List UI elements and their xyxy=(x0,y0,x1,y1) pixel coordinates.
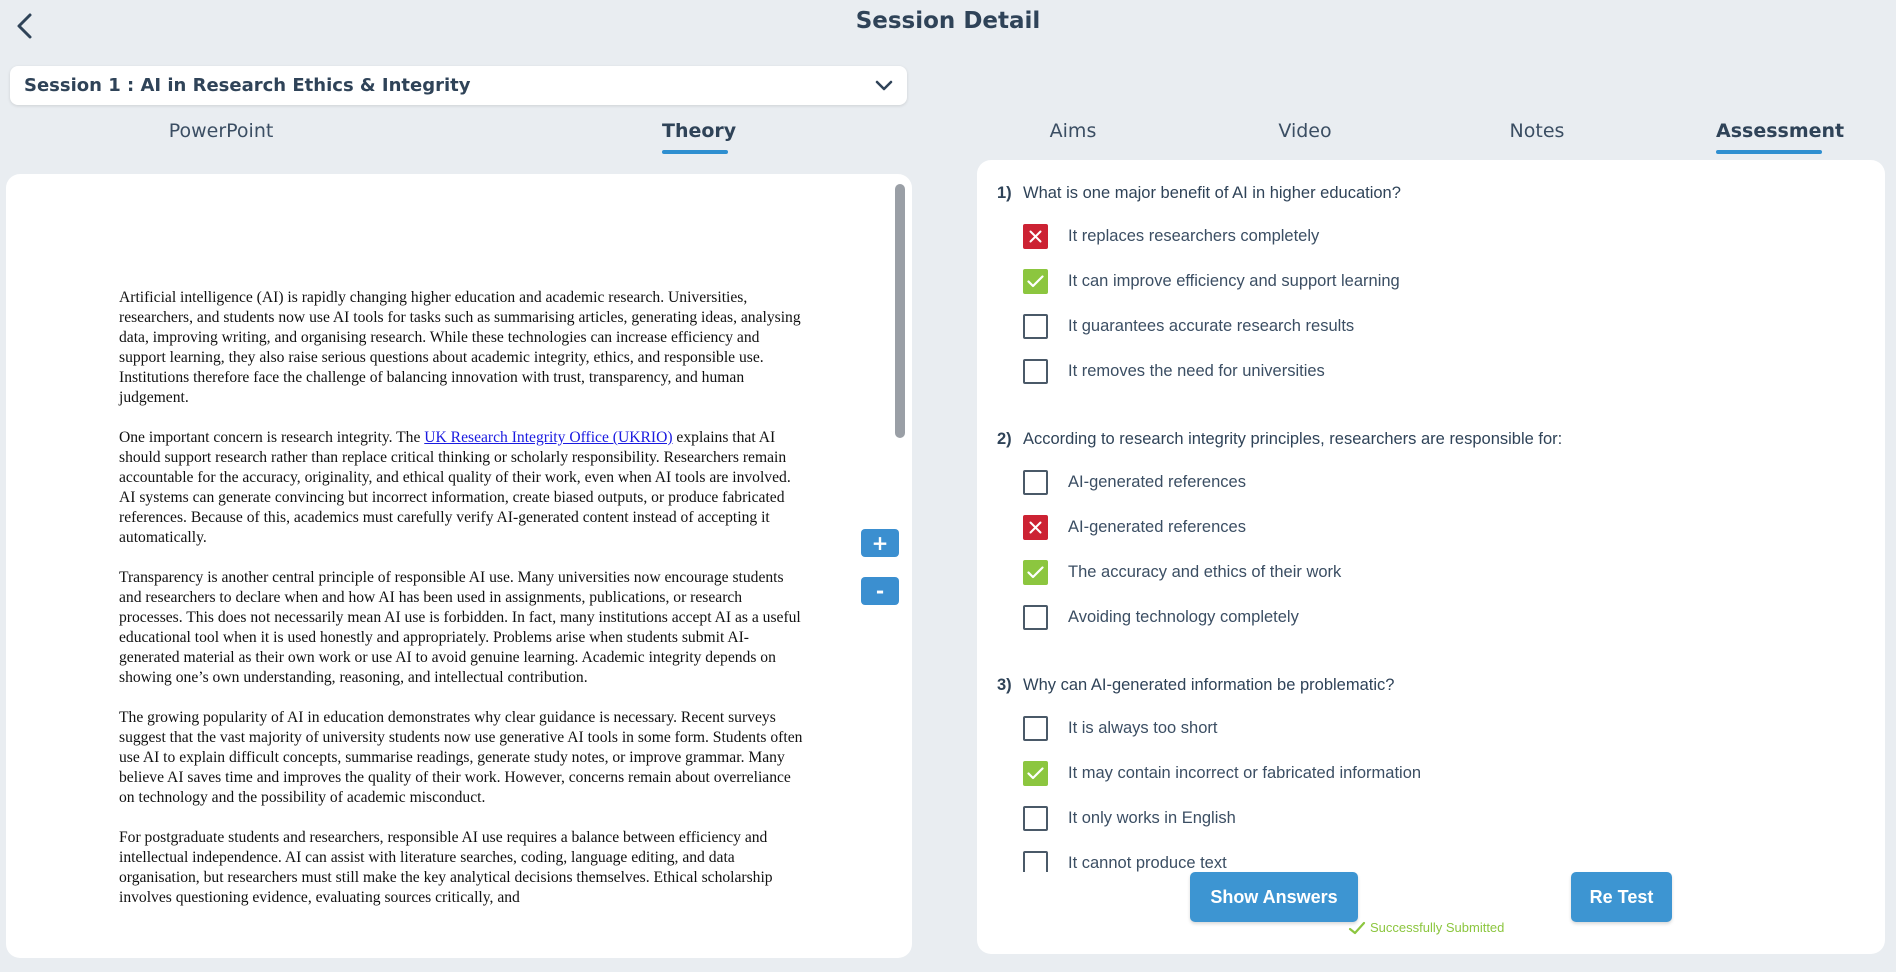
answer-option-label: The accuracy and ethics of their work xyxy=(1068,562,1342,581)
checkbox[interactable] xyxy=(1023,806,1048,831)
active-tab-indicator xyxy=(1716,150,1822,154)
answer-option-label: It may contain incorrect or fabricated information xyxy=(1068,763,1422,782)
paragraph-text: One important concern is research integrity. The xyxy=(119,429,425,446)
tab-theory[interactable] xyxy=(662,120,737,156)
answer-option-label: It is always too short xyxy=(1068,718,1218,737)
submission-status xyxy=(1348,920,1504,935)
tab-label: PowerPoint xyxy=(168,120,274,142)
answer-option[interactable] xyxy=(1023,357,1325,385)
answer-option-label: AI-generated references xyxy=(1068,517,1246,536)
top-bar xyxy=(0,0,1896,46)
document-text xyxy=(119,288,809,928)
answer-option[interactable] xyxy=(1023,513,1246,541)
tab-label: Notes xyxy=(1509,120,1565,142)
document-scrollbar[interactable] xyxy=(895,184,905,438)
checkbox[interactable] xyxy=(1023,716,1048,741)
paragraph-text: explains that AI should support research rather than replace critical thinking or scholarly responsibility. Researchers remain accountable for the accuracy, originality, and ethical quality of their work, even when AI tools are involved. AI systems can generate convincing but incorrect information, create biased outputs, or produce fabricated references. Because of this, academics must carefully verify AI-generated content instead of accepting it automatically. xyxy=(119,429,791,546)
question-list[interactable] xyxy=(977,160,1885,872)
question-number: 3) xyxy=(997,676,1012,694)
answer-option-label: It guarantees accurate research results xyxy=(1068,316,1355,335)
question-number: 2) xyxy=(997,430,1012,448)
document-viewer[interactable] xyxy=(6,174,912,958)
tab-label: Theory xyxy=(662,120,737,142)
document-paragraph: Transparency is another central principle of responsible AI use. Many universities now encourage students and researchers to declare when and how AI has been used in assignments, publications, or research processes. This does not necessarily mean AI use is forbidden. In fact, many institutions accept AI as a useful educational tool when it is used honestly and appropriately. Problems arise when students submit AI-generated material as their own work or use AI to avoid genuine learning. Academic integrity depends on showing one’s own understanding, reasoning, and intellectual contribution. xyxy=(119,569,801,686)
question-number: 1) xyxy=(997,184,1012,202)
checkbox[interactable] xyxy=(1023,470,1048,495)
answer-option[interactable] xyxy=(1023,849,1227,872)
tab-assessment[interactable] xyxy=(1716,120,1845,156)
question-text xyxy=(997,184,1401,203)
checkbox-correct[interactable] xyxy=(1023,761,1048,786)
document-paragraph xyxy=(119,428,809,548)
check-icon xyxy=(1027,566,1044,579)
tab-powerpoint[interactable] xyxy=(160,120,282,156)
cross-icon xyxy=(1029,230,1042,243)
answer-option[interactable] xyxy=(1023,603,1299,631)
question-label: Why can AI-generated information be problematic? xyxy=(1023,676,1395,694)
checkbox[interactable] xyxy=(1023,359,1048,384)
question-label: What is one major benefit of AI in higher education? xyxy=(1023,184,1401,202)
answer-option[interactable] xyxy=(1023,222,1319,250)
checkbox[interactable] xyxy=(1023,314,1048,339)
check-icon xyxy=(1027,275,1044,288)
assessment-panel xyxy=(977,160,1885,954)
session-dropdown[interactable] xyxy=(10,66,907,105)
checkbox-correct[interactable] xyxy=(1023,560,1048,585)
retest-button[interactable]: Re Test xyxy=(1571,872,1672,922)
checkbox[interactable] xyxy=(1023,605,1048,630)
check-icon xyxy=(1027,767,1044,780)
checkbox-correct[interactable] xyxy=(1023,269,1048,294)
answer-option[interactable] xyxy=(1023,804,1236,832)
active-tab-indicator xyxy=(662,150,728,154)
answer-option-label: It removes the need for universities xyxy=(1068,361,1325,380)
answer-option-label: AI-generated references xyxy=(1068,472,1246,491)
page-title: Session Detail xyxy=(855,8,1041,34)
answer-option-label: It replaces researchers completely xyxy=(1068,226,1320,245)
checkbox-wrong[interactable] xyxy=(1023,224,1048,249)
document-paragraph: Artificial intelligence (AI) is rapidly changing higher education and academic research. Universities, researchers, and students now use AI tools for tasks such as summarising articles, generating ideas, analysing data, improving writing, and organising research. While these technologies can increase efficiency and support learning, they also raise serious questions about academic integrity, ethics, and responsible use. Institutions therefore face the challenge of balancing innovation with trust, transparency, and human judgement. xyxy=(119,289,801,406)
zoom-in-button[interactable]: + xyxy=(861,529,899,557)
chevron-down-icon xyxy=(875,80,893,92)
answer-option[interactable] xyxy=(1023,267,1400,295)
question-text xyxy=(997,676,1394,695)
tab-label: Aims xyxy=(1049,120,1097,142)
ukrio-link[interactable]: UK Research Integrity Office (UKRIO) xyxy=(424,429,673,446)
session-dropdown-label: Session 1 : AI in Research Ethics & Integrity xyxy=(24,75,471,96)
status-text: Successfully Submitted xyxy=(1370,920,1505,935)
zoom-out-button[interactable]: - xyxy=(861,577,899,605)
answer-option[interactable] xyxy=(1023,558,1341,586)
answer-option[interactable] xyxy=(1023,759,1421,787)
tab-video[interactable] xyxy=(1277,120,1333,156)
answer-option[interactable] xyxy=(1023,312,1354,340)
answer-option-label: It cannot produce text xyxy=(1068,853,1227,872)
answer-option[interactable] xyxy=(1023,468,1246,496)
show-answers-button[interactable]: Show Answers xyxy=(1190,872,1358,922)
answer-option-label: Avoiding technology completely xyxy=(1068,607,1299,626)
cross-icon xyxy=(1029,521,1042,534)
question-label: According to research integrity principles, researchers are responsible for: xyxy=(1023,430,1563,448)
tab-aims[interactable] xyxy=(1046,120,1100,156)
document-paragraph: For postgraduate students and researchers, responsible AI use requires a balance between efficiency and intellectual independence. AI can assist with literature searches, coding, language editing, and data organisation, but researchers must still make the key analytical decisions themselves. Ethical scholarship involves questioning evidence, evaluating sources critically, and xyxy=(119,829,773,906)
answer-option[interactable] xyxy=(1023,714,1217,742)
answer-option-label: It can improve efficiency and support learning xyxy=(1068,271,1400,290)
answer-option-label: It only works in English xyxy=(1068,808,1236,827)
tab-notes[interactable] xyxy=(1508,120,1566,156)
document-paragraph: The growing popularity of AI in education demonstrates why clear guidance is necessary. Recent surveys suggest that the vast majority of university students now use generative AI tools in some form. Students often use AI to explain difficult concepts, summarise readings, generate study notes, or improve grammar. Many believe AI saves time and improves the quality of their work. However, concerns remain about overreliance on technology and the possibility of academic misconduct. xyxy=(119,709,803,806)
check-icon xyxy=(1348,921,1366,935)
checkbox[interactable] xyxy=(1023,851,1048,873)
tab-label: Video xyxy=(1278,120,1332,142)
checkbox-wrong[interactable] xyxy=(1023,515,1048,540)
tab-label: Assessment xyxy=(1716,120,1845,142)
question-text xyxy=(997,430,1562,449)
